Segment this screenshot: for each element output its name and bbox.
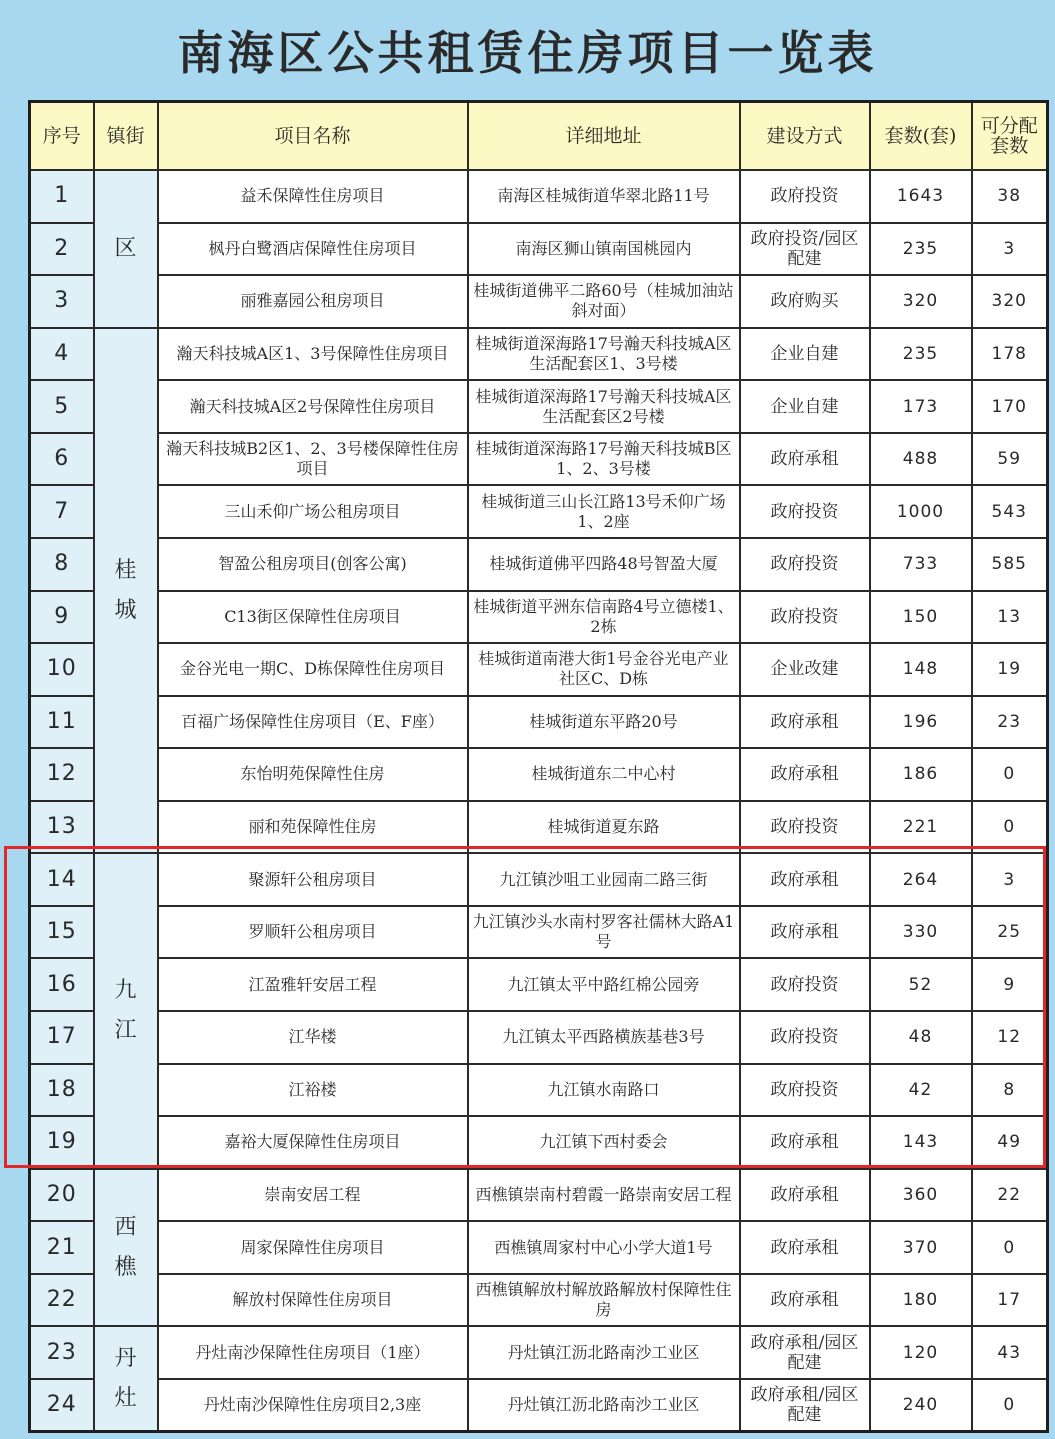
project-address: 九江镇沙咀工业园南二路三街 <box>468 853 740 906</box>
project-address: 桂城街道深海路17号瀚天科技城A区生活配套区1、3号楼 <box>468 328 740 381</box>
construction-method: 政府承租 <box>740 433 870 486</box>
row-index: 1 <box>30 170 94 223</box>
project-name: 江盈雅轩安居工程 <box>158 958 468 1011</box>
available-count: 22 <box>972 1169 1048 1222</box>
available-count: 0 <box>972 1221 1048 1274</box>
row-index: 18 <box>30 1064 94 1117</box>
unit-count: 42 <box>870 1064 972 1117</box>
available-count: 43 <box>972 1326 1048 1379</box>
town-jiujiang <box>94 853 158 1168</box>
town-xiqiao <box>94 1169 158 1327</box>
construction-method: 政府投资 <box>740 1064 870 1117</box>
available-count: 178 <box>972 328 1048 381</box>
row-index: 6 <box>30 433 94 486</box>
row-index: 12 <box>30 748 94 801</box>
unit-count: 320 <box>870 275 972 328</box>
row-index: 4 <box>30 328 94 381</box>
unit-count: 52 <box>870 958 972 1011</box>
table-row <box>30 380 1048 433</box>
project-name: 罗顺轩公租房项目 <box>158 906 468 959</box>
unit-count: 150 <box>870 591 972 644</box>
table-row <box>30 591 1048 644</box>
construction-method: 政府承租 <box>740 748 870 801</box>
construction-method: 企业自建 <box>740 328 870 381</box>
project-address: 桂城街道佛平四路48号智盈大厦 <box>468 538 740 591</box>
unit-count: 240 <box>870 1379 972 1432</box>
available-count: 9 <box>972 958 1048 1011</box>
row-index: 2 <box>30 223 94 276</box>
town-district <box>94 170 158 328</box>
page-title: 南海区公共租赁住房项目一览表 <box>177 26 878 80</box>
available-count: 3 <box>972 853 1048 906</box>
table-row <box>30 748 1048 801</box>
construction-method: 政府投资 <box>740 170 870 223</box>
town-guicheng <box>94 328 158 854</box>
project-address: 桂城街道佛平二路60号（桂城加油站斜对面） <box>468 275 740 328</box>
project-address: 桂城街道东二中心村 <box>468 748 740 801</box>
project-address: 西樵镇周家村中心小学大道1号 <box>468 1221 740 1274</box>
header-available: 可分配套数 <box>972 102 1048 171</box>
table-row <box>30 170 1048 223</box>
table-row <box>30 1011 1048 1064</box>
project-name: 丽雅嘉园公租房项目 <box>158 275 468 328</box>
project-address: 桂城街道三山长江路13号禾仰广场1、2座 <box>468 485 740 538</box>
project-address: 九江镇水南路口 <box>468 1064 740 1117</box>
unit-count: 1643 <box>870 170 972 223</box>
unit-count: 221 <box>870 801 972 854</box>
available-count: 0 <box>972 1379 1048 1432</box>
unit-count: 235 <box>870 223 972 276</box>
available-count: 543 <box>972 485 1048 538</box>
available-count: 49 <box>972 1116 1048 1169</box>
project-name: 东怡明苑保障性住房 <box>158 748 468 801</box>
project-name: 金谷光电一期C、D栋保障性住房项目 <box>158 643 468 696</box>
row-index: 21 <box>30 1221 94 1274</box>
header-name: 项目名称 <box>158 102 468 171</box>
row-index: 22 <box>30 1274 94 1327</box>
table-row <box>30 1379 1048 1432</box>
table-row <box>30 1221 1048 1274</box>
town-label: 区 <box>114 235 137 261</box>
unit-count: 488 <box>870 433 972 486</box>
project-name: 智盈公租房项目(创客公寓) <box>158 538 468 591</box>
project-name: 丹灶南沙保障性住房项目（1座） <box>158 1326 468 1379</box>
unit-count: 1000 <box>870 485 972 538</box>
available-count: 17 <box>972 1274 1048 1327</box>
construction-method: 政府购买 <box>740 275 870 328</box>
header-address: 详细地址 <box>468 102 740 171</box>
construction-method: 政府承租 <box>740 906 870 959</box>
project-name: 益禾保障性住房项目 <box>158 170 468 223</box>
row-index: 8 <box>30 538 94 591</box>
available-count: 170 <box>972 380 1048 433</box>
construction-method: 政府投资 <box>740 958 870 1011</box>
town-label: 桂城 <box>114 557 137 623</box>
available-count: 12 <box>972 1011 1048 1064</box>
construction-method: 政府承租 <box>740 1274 870 1327</box>
project-address: 南海区桂城街道华翠北路11号 <box>468 170 740 223</box>
project-address: 桂城街道平洲东信南路4号立德楼1、2栋 <box>468 591 740 644</box>
available-count: 59 <box>972 433 1048 486</box>
row-index: 9 <box>30 591 94 644</box>
table-row <box>30 1064 1048 1117</box>
project-name: 丹灶南沙保障性住房项目2,3座 <box>158 1379 468 1432</box>
project-name: 瀚天科技城A区2号保障性住房项目 <box>158 380 468 433</box>
available-count: 8 <box>972 1064 1048 1117</box>
header-method: 建设方式 <box>740 102 870 171</box>
table-row <box>30 958 1048 1011</box>
table-row <box>30 696 1048 749</box>
table-row <box>30 328 1048 381</box>
project-name: 丽和苑保障性住房 <box>158 801 468 854</box>
row-index: 16 <box>30 958 94 1011</box>
project-address: 南海区狮山镇南国桃园内 <box>468 223 740 276</box>
unit-count: 733 <box>870 538 972 591</box>
project-name: 崇南安居工程 <box>158 1169 468 1222</box>
table-row <box>30 1116 1048 1169</box>
construction-method: 政府承租 <box>740 1116 870 1169</box>
town-label: 九江 <box>114 978 137 1043</box>
available-count: 0 <box>972 748 1048 801</box>
row-index: 11 <box>30 696 94 749</box>
available-count: 3 <box>972 223 1048 276</box>
available-count: 585 <box>972 538 1048 591</box>
project-name: 瀚天科技城A区1、3号保障性住房项目 <box>158 328 468 381</box>
row-index: 14 <box>30 853 94 906</box>
project-address: 桂城街道深海路17号瀚天科技城B区1、2、3号楼 <box>468 433 740 486</box>
project-name: 枫丹白鹭酒店保障性住房项目 <box>158 223 468 276</box>
row-index: 10 <box>30 643 94 696</box>
unit-count: 173 <box>870 380 972 433</box>
table-row <box>30 433 1048 486</box>
project-address: 九江镇太平中路红棉公园旁 <box>468 958 740 1011</box>
table-row <box>30 906 1048 959</box>
row-index: 5 <box>30 380 94 433</box>
unit-count: 196 <box>870 696 972 749</box>
project-name: 聚源轩公租房项目 <box>158 853 468 906</box>
project-name: 三山禾仰广场公租房项目 <box>158 485 468 538</box>
construction-method: 政府投资/园区配建 <box>740 223 870 276</box>
row-index: 15 <box>30 906 94 959</box>
available-count: 19 <box>972 643 1048 696</box>
project-name: 百福广场保障性住房项目（E、F座） <box>158 696 468 749</box>
project-name: C13街区保障性住房项目 <box>158 591 468 644</box>
project-name: 解放村保障性住房项目 <box>158 1274 468 1327</box>
project-address: 西樵镇崇南村碧霞一路崇南安居工程 <box>468 1169 740 1222</box>
project-address: 丹灶镇江沥北路南沙工业区 <box>468 1379 740 1432</box>
row-index: 23 <box>30 1326 94 1379</box>
construction-method: 政府投资 <box>740 538 870 591</box>
town-label: 西樵 <box>114 1214 137 1280</box>
header-units: 套数(套) <box>870 102 972 171</box>
table-row <box>30 538 1048 591</box>
construction-method: 政府投资 <box>740 1011 870 1064</box>
unit-count: 370 <box>870 1221 972 1274</box>
unit-count: 120 <box>870 1326 972 1379</box>
project-name: 江裕楼 <box>158 1064 468 1117</box>
unit-count: 180 <box>870 1274 972 1327</box>
available-count: 25 <box>972 906 1048 959</box>
table-row <box>30 1169 1048 1222</box>
available-count: 320 <box>972 275 1048 328</box>
unit-count: 360 <box>870 1169 972 1222</box>
unit-count: 330 <box>870 906 972 959</box>
table-row <box>30 801 1048 854</box>
row-index: 3 <box>30 275 94 328</box>
table-row <box>30 275 1048 328</box>
project-address: 桂城街道东平路20号 <box>468 696 740 749</box>
unit-count: 148 <box>870 643 972 696</box>
row-index: 13 <box>30 801 94 854</box>
available-count: 38 <box>972 170 1048 223</box>
header-town: 镇街 <box>94 102 158 171</box>
table-row <box>30 1274 1048 1327</box>
town-label: 丹灶 <box>114 1345 137 1411</box>
row-index: 19 <box>30 1116 94 1169</box>
project-address: 九江镇沙头水南村罗客社儒林大路A1号 <box>468 906 740 959</box>
construction-method: 政府承租/园区配建 <box>740 1326 870 1379</box>
available-count: 0 <box>972 801 1048 854</box>
project-address: 桂城街道夏东路 <box>468 801 740 854</box>
project-address: 丹灶镇江沥北路南沙工业区 <box>468 1326 740 1379</box>
construction-method: 政府承租 <box>740 853 870 906</box>
town-danzao <box>94 1326 158 1431</box>
table-row <box>30 223 1048 276</box>
project-name: 瀚天科技城B2区1、2、3号楼保障性住房项目 <box>158 433 468 486</box>
table-row <box>30 643 1048 696</box>
unit-count: 48 <box>870 1011 972 1064</box>
row-index: 20 <box>30 1169 94 1222</box>
construction-method: 企业自建 <box>740 380 870 433</box>
row-index: 24 <box>30 1379 94 1432</box>
construction-method: 政府承租 <box>740 1169 870 1222</box>
project-address: 九江镇太平西路横族基巷3号 <box>468 1011 740 1064</box>
table-row <box>30 485 1048 538</box>
header-idx: 序号 <box>30 102 94 171</box>
project-address: 桂城街道南港大街1号金谷光电产业社区C、D栋 <box>468 643 740 696</box>
table-row <box>30 853 1048 906</box>
project-address: 桂城街道深海路17号瀚天科技城A区生活配套区2号楼 <box>468 380 740 433</box>
unit-count: 264 <box>870 853 972 906</box>
table-row <box>30 1326 1048 1379</box>
unit-count: 186 <box>870 748 972 801</box>
construction-method: 政府承租/园区配建 <box>740 1379 870 1432</box>
unit-count: 235 <box>870 328 972 381</box>
row-index: 17 <box>30 1011 94 1064</box>
row-index: 7 <box>30 485 94 538</box>
construction-method: 政府投资 <box>740 591 870 644</box>
construction-method: 政府承租 <box>740 1221 870 1274</box>
construction-method: 企业改建 <box>740 643 870 696</box>
project-name: 周家保障性住房项目 <box>158 1221 468 1274</box>
project-name: 嘉裕大厦保障性住房项目 <box>158 1116 468 1169</box>
construction-method: 政府投资 <box>740 801 870 854</box>
project-name: 江华楼 <box>158 1011 468 1064</box>
available-count: 23 <box>972 696 1048 749</box>
unit-count: 143 <box>870 1116 972 1169</box>
project-address: 西樵镇解放村解放路解放村保障性住房 <box>468 1274 740 1327</box>
housing-table <box>28 100 1049 1433</box>
construction-method: 政府承租 <box>740 696 870 749</box>
project-address: 九江镇下西村委会 <box>468 1116 740 1169</box>
construction-method: 政府投资 <box>740 485 870 538</box>
available-count: 13 <box>972 591 1048 644</box>
header-row <box>30 102 1048 171</box>
